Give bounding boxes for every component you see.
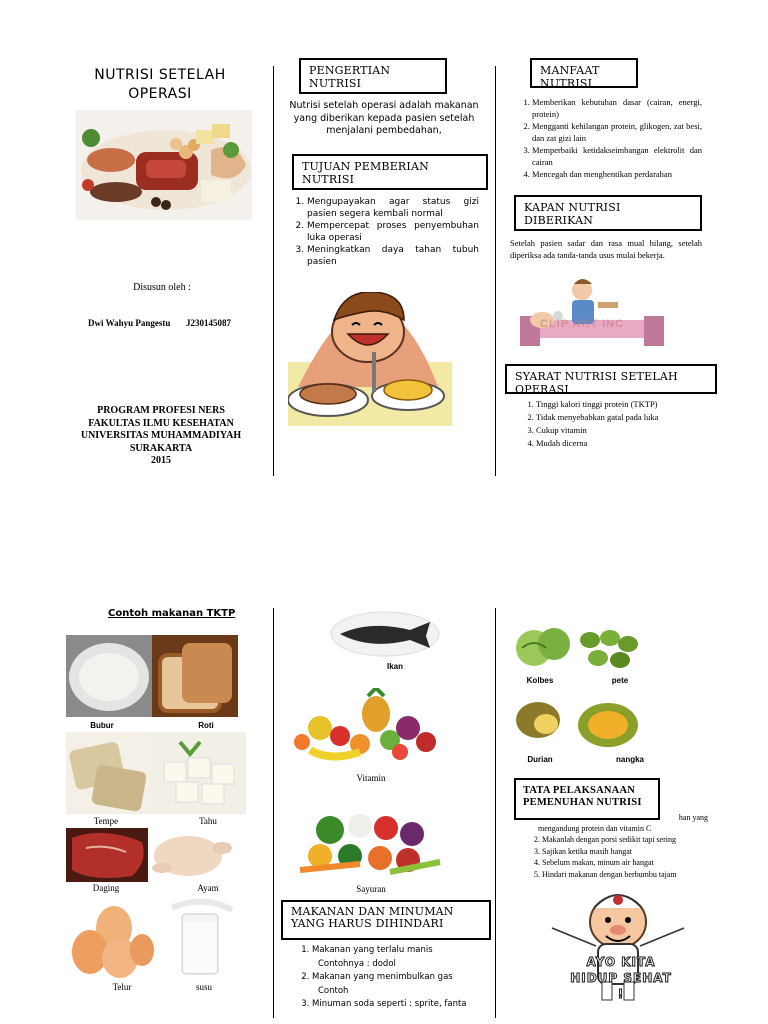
hindari-item-text: Makanan yang terlalu manis — [312, 945, 433, 955]
caption-ayam: Ayam — [197, 883, 219, 893]
hindari-title-box — [281, 900, 491, 940]
manfaat-item: 3. Memperbaiki ketidakseimbangan elektrolit dan cairan — [532, 144, 702, 168]
telur-image — [66, 900, 156, 980]
title-line-2: OPERASI — [128, 86, 192, 102]
caption-ikan: Ikan — [386, 662, 403, 671]
kolbes-image — [512, 622, 572, 672]
manfaat-item: 4. Mencegah dan menghentikan perdarahan — [532, 168, 702, 180]
author-nim: J230145087 — [186, 318, 231, 328]
tujuan-item: 3. Meningkatkan daya tahan tubuh pasien — [307, 244, 479, 268]
hindari-item — [312, 944, 490, 971]
manfaat-list — [510, 96, 702, 180]
tempe-image — [66, 732, 150, 814]
eating-boy-clipart — [288, 292, 452, 426]
ayam-image — [148, 828, 234, 882]
ikan-image — [330, 610, 440, 660]
tata-title-box — [514, 778, 660, 820]
syarat-title-box — [505, 364, 717, 394]
tata-item: 4. Sebelum makan, minum air hangat — [542, 857, 710, 869]
institution-block — [66, 405, 256, 468]
pengertian-title: PENGERTIAN NUTRISI — [309, 64, 391, 90]
tata-list — [520, 834, 710, 880]
tujuan-title-box — [292, 154, 488, 190]
caption-sayuran: Sayuran — [356, 884, 386, 894]
pete-image — [574, 622, 642, 672]
prepared-by-label: Disusun oleh : — [133, 282, 191, 293]
caption-pete: pete — [611, 676, 629, 685]
manfaat-title-box — [530, 58, 638, 88]
syarat-item: 3. Cukup vitamin — [536, 424, 702, 437]
caption-daging: Daging — [92, 883, 120, 893]
tujuan-list — [285, 196, 479, 268]
hindari-item-text: Makanan yang menimbulkan gas — [312, 972, 453, 982]
kapan-title-box — [514, 195, 702, 231]
syarat-list — [514, 398, 702, 450]
hindari-example: Contoh — [318, 985, 349, 996]
title-line-1: NUTRISI SETELAH — [94, 67, 226, 83]
clipart-watermark: CLIP ART INC — [540, 318, 625, 330]
caption-kolbes: Kolbes — [526, 676, 554, 685]
divider-bottom-left — [273, 608, 274, 1018]
institution-faculty: FAKULTAS ILMU KESEHATAN — [88, 417, 234, 429]
food-collage-image — [76, 110, 252, 220]
syarat-item: 1. Tinggi kalori tinggi protein (TKTP) — [536, 398, 702, 411]
doctor-mascot-clipart — [538, 886, 698, 1004]
tujuan-item: 2. Mempercepat proses penyembuhan luka operasi — [307, 220, 479, 244]
tahu-image — [150, 732, 246, 814]
slogan — [566, 954, 676, 1002]
caption-vitamin: Vitamin — [356, 773, 386, 783]
tata-partial-line-1: han yang — [678, 813, 708, 822]
tata-item: 2. Makanlah dengan porsi sedikit tapi sering — [542, 834, 710, 846]
hindari-item-text: Minuman soda seperti : sprite, fanta — [312, 999, 467, 1009]
caption-susu: susu — [195, 982, 212, 992]
sayuran-image — [290, 800, 446, 880]
caption-tempe: Tempe — [93, 816, 119, 826]
manfaat-title: MANFAAT NUTRISI — [540, 64, 600, 90]
manfaat-item: 1. Memberikan kebutuhan dasar (cairan, energi, protein) — [532, 96, 702, 120]
pengertian-title-box — [299, 58, 447, 94]
nangka-image — [574, 700, 642, 750]
divider-top-left — [273, 66, 274, 476]
divider-bottom-right — [495, 608, 496, 1018]
kapan-text: Setelah pasien sadar dan rasa mual hilang, setelah diperiksa ada tanda-tanda usus mulai bekerja. — [510, 238, 702, 260]
institution-city: SURAKARTA — [129, 442, 193, 454]
hindari-title: MAKANAN DAN MINUMAN YANG HARUS DIHINDARI — [291, 905, 454, 930]
syarat-title: SYARAT NUTRISI SETELAH OPERASI — [515, 370, 678, 396]
durian-image — [512, 694, 572, 746]
bubur-image — [66, 635, 152, 717]
institution-year: 2015 — [151, 455, 171, 466]
nurse-patient-clipart — [512, 276, 668, 356]
tata-partial-line-2: mengandung protein dan vitamin C — [538, 824, 652, 833]
roti-image — [152, 635, 238, 717]
hindari-item — [312, 998, 490, 1012]
tujuan-title: TUJUAN PEMBERIAN NUTRISI — [302, 160, 429, 186]
pengertian-text: Nutrisi setelah operasi adalah makanan yang diberikan kepada pasien setelah menjalani pembedahan, — [289, 100, 479, 136]
caption-tahu: Tahu — [199, 816, 217, 826]
tata-item: 3. Sajikan ketika masih hangat — [542, 846, 710, 858]
caption-durian: Durian — [527, 755, 553, 764]
institution-program: PROGRAM PROFESI NERS — [97, 405, 225, 416]
syarat-item: 4. Mudah dicerna — [536, 437, 702, 450]
caption-roti: Roti — [198, 721, 214, 730]
tata-item: 5. Hindari makanan dengan berbumbu tajam — [542, 869, 710, 881]
tata-title-line-1: TATA PELAKSANAAN — [523, 785, 636, 796]
caption-telur: Telur — [112, 982, 132, 992]
susu-image — [162, 896, 244, 980]
institution-university: UNIVERSITAS MUHAMMADIYAH — [80, 430, 242, 441]
slogan-line-1: AYO KITA — [586, 955, 656, 969]
kapan-title: KAPAN NUTRISI DIBERIKAN — [524, 201, 621, 227]
slogan-line-2: HIDUP SEHAT ! — [570, 971, 672, 1001]
caption-nangka: nangka — [615, 755, 644, 764]
tujuan-item: 1. Mengupayakan agar status gizi pasien segera kembali normal — [307, 196, 479, 220]
divider-top-right — [495, 66, 496, 476]
syarat-item: 2. Tidak menyebabkan gatal pada luka — [536, 411, 702, 424]
tktp-examples-title: Contoh makanan TKTP — [108, 608, 236, 619]
daging-image — [66, 828, 148, 882]
manfaat-item: 2. Mengganti kehilangan protein, glikogen, zat besi, dan zat gizi lain — [532, 120, 702, 144]
hindari-example: Contohnya : dodol — [318, 958, 396, 969]
tata-title-line-2: PEMENUHAN NUTRISI — [523, 797, 642, 808]
caption-bubur: Bubur — [90, 721, 114, 730]
vitamin-fruits-image — [290, 688, 446, 764]
hindari-list — [290, 944, 490, 1012]
hindari-item — [312, 971, 490, 998]
page-title — [60, 66, 260, 104]
author-name: Dwi Wahyu Pangestu — [88, 318, 171, 328]
